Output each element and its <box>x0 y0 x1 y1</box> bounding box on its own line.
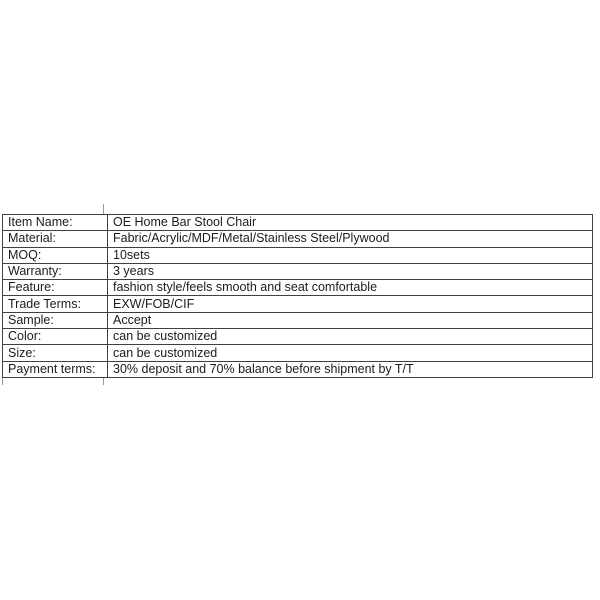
table-row <box>3 263 593 279</box>
table-row <box>3 215 593 231</box>
row-label: Size: <box>3 345 108 361</box>
row-label: Sample: <box>3 312 108 328</box>
row-label: Color: <box>3 329 108 345</box>
cell-border-tick-bottom-divider <box>103 378 104 385</box>
row-value: 10sets <box>108 247 593 263</box>
row-label: Feature: <box>3 280 108 296</box>
row-value: Fabric/Acrylic/MDF/Metal/Stainless Steel/Plywood <box>108 231 593 247</box>
row-value: can be customized <box>108 329 593 345</box>
row-value: 3 years <box>108 263 593 279</box>
row-label: Material: <box>3 231 108 247</box>
table-row <box>3 312 593 328</box>
row-value: EXW/FOB/CIF <box>108 296 593 312</box>
row-label: MOQ: <box>3 247 108 263</box>
cell-border-tick-bottom-left <box>2 378 3 385</box>
product-spec-table <box>2 214 593 378</box>
row-value: 30% deposit and 70% balance before shipment by T/T <box>108 361 593 377</box>
row-label: Trade Terms: <box>3 296 108 312</box>
table-row <box>3 247 593 263</box>
row-value: OE Home Bar Stool Chair <box>108 215 593 231</box>
table-row <box>3 361 593 377</box>
row-label: Item Name: <box>3 215 108 231</box>
table-row <box>3 231 593 247</box>
row-label: Payment terms: <box>3 361 108 377</box>
table-row <box>3 296 593 312</box>
spec-table-body <box>3 215 593 378</box>
table-row <box>3 280 593 296</box>
table-row <box>3 345 593 361</box>
cell-border-tick-top <box>103 204 104 214</box>
row-value: Accept <box>108 312 593 328</box>
row-value: can be customized <box>108 345 593 361</box>
table-row <box>3 329 593 345</box>
row-value: fashion style/feels smooth and seat comfortable <box>108 280 593 296</box>
row-label: Warranty: <box>3 263 108 279</box>
